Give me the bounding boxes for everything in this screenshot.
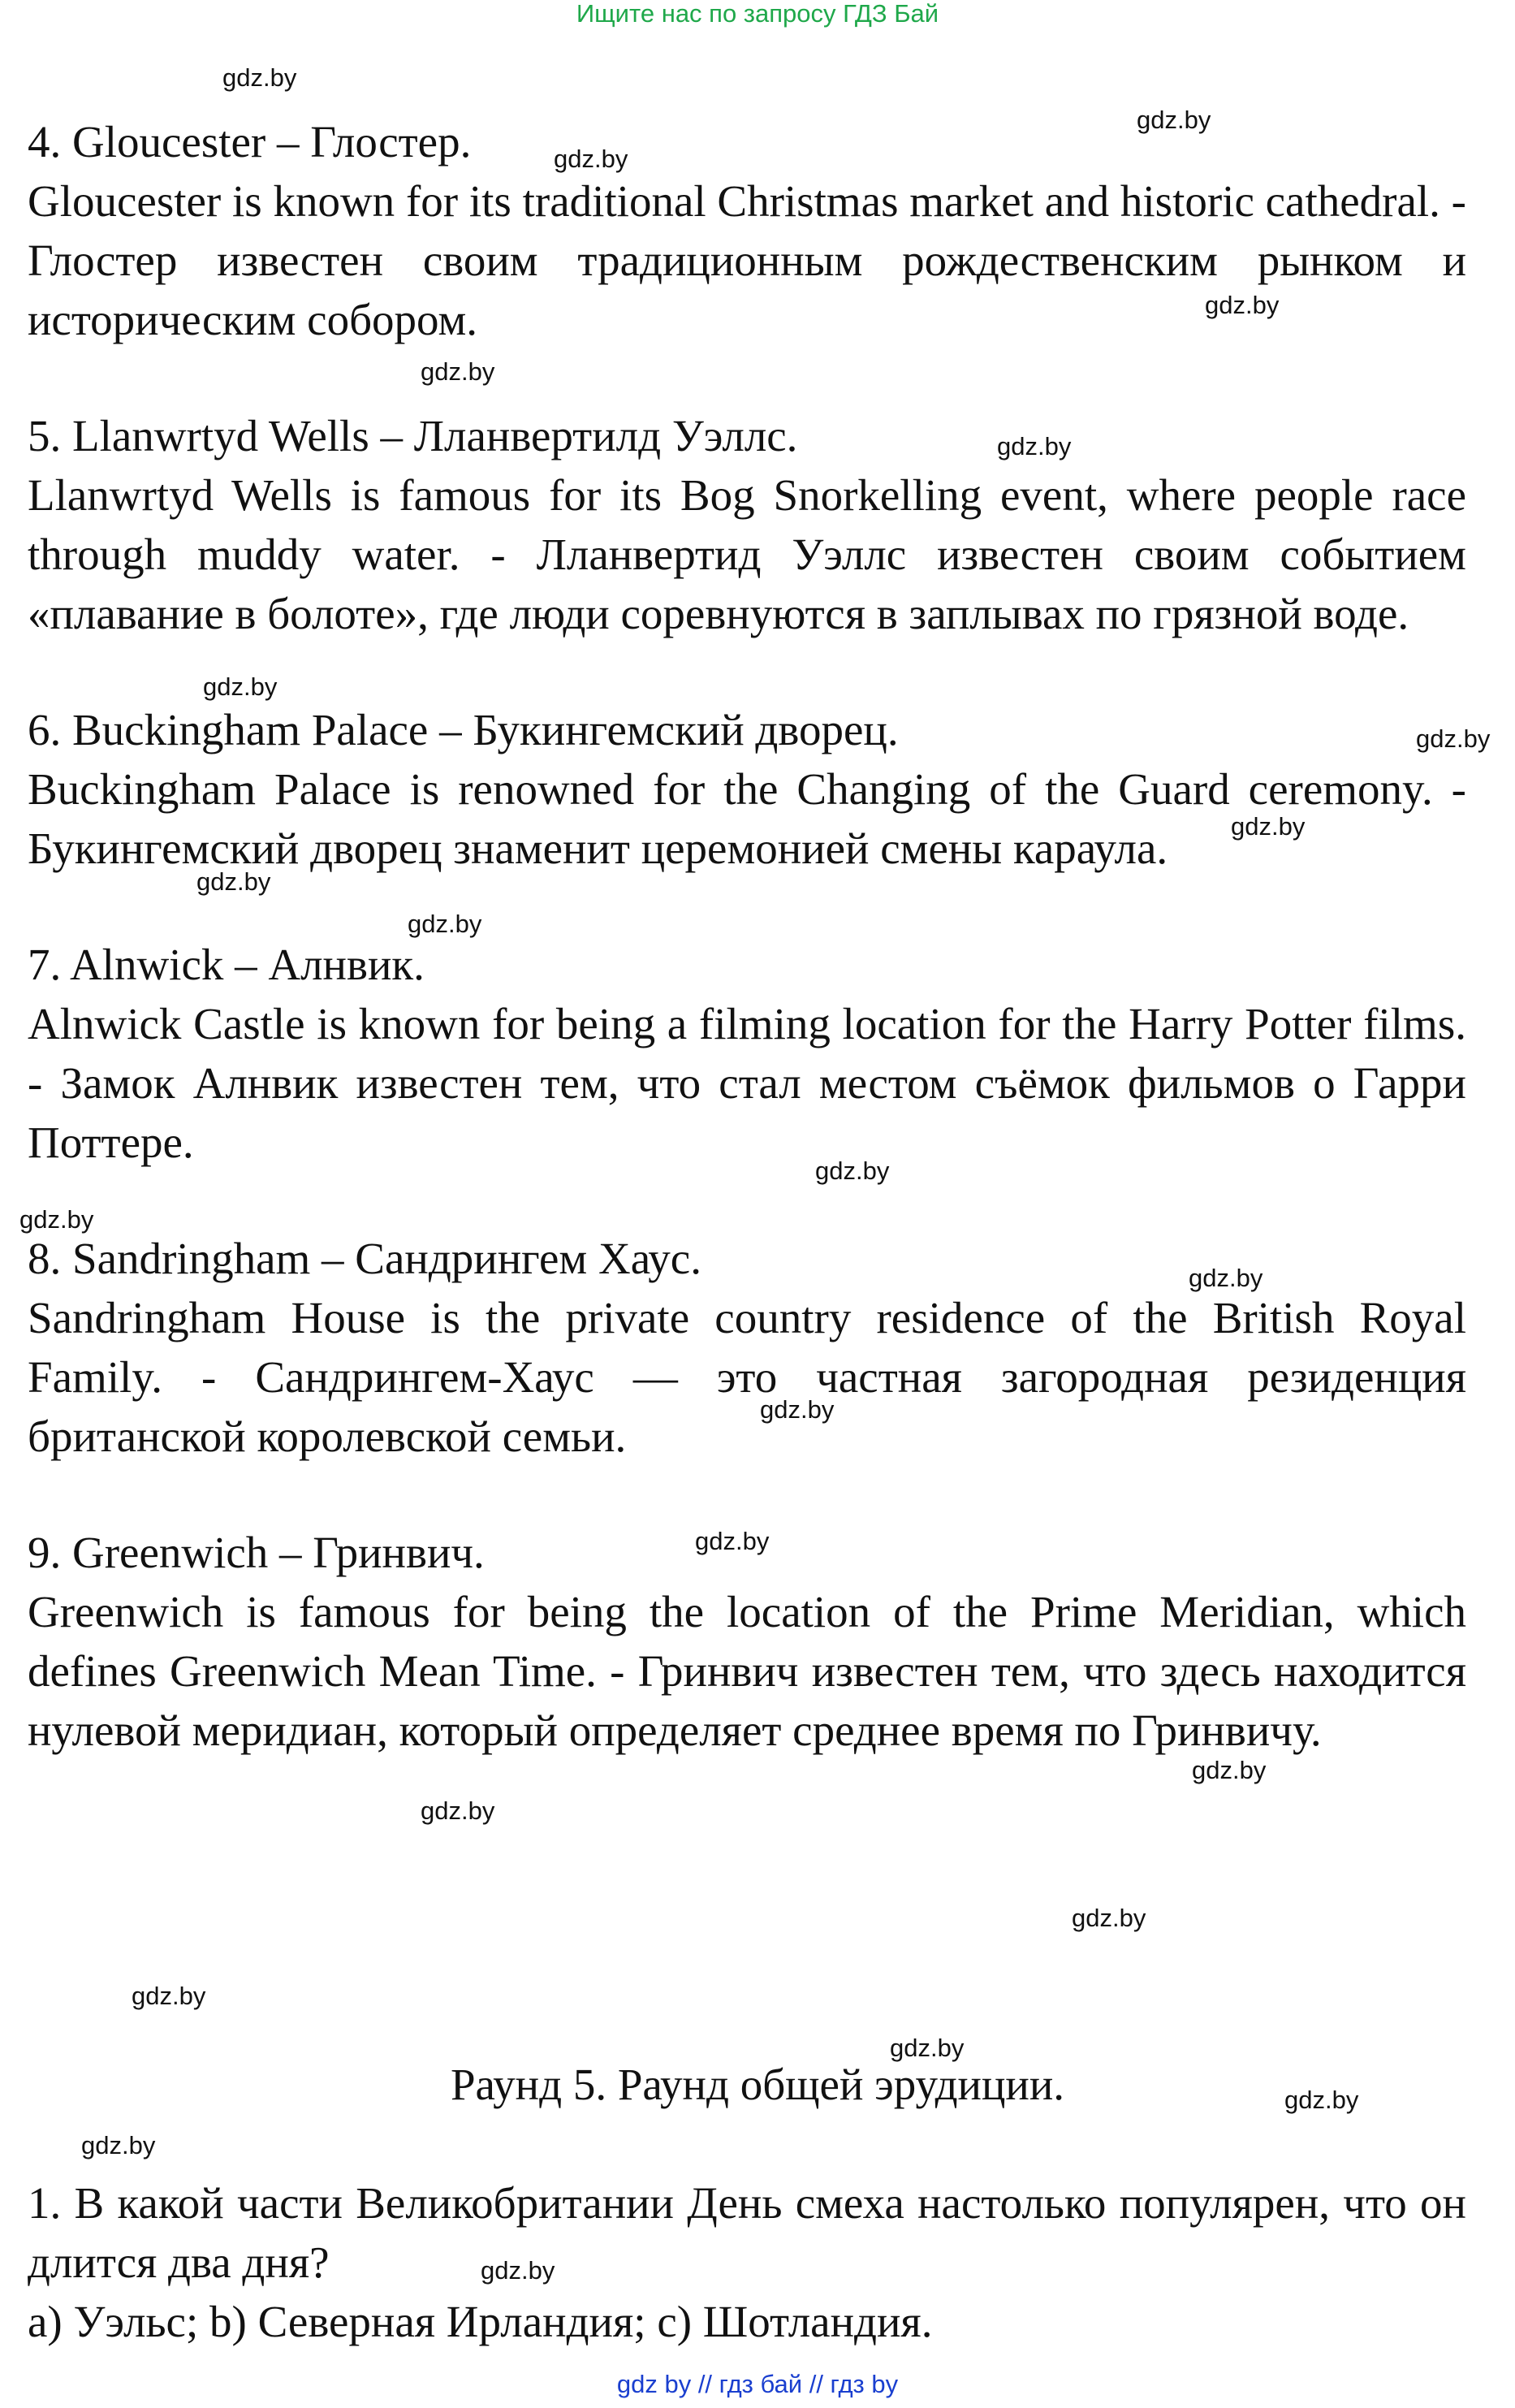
round-title: Раунд 5. Раунд общей эрудиции. (450, 2060, 1065, 2109)
answer-item-5 (28, 406, 1466, 643)
item-title: 7. Alnwick – Алнвик. (28, 940, 425, 989)
header-text: Ищите нас по запросу ГДЗ Бай (576, 0, 939, 28)
item-title: 6. Buckingham Palace – Букингемский дворец. (28, 705, 899, 754)
answer-item-9 (28, 1523, 1466, 1760)
answers-content (28, 112, 1466, 1760)
watermark: gdz.by (890, 2034, 965, 2062)
watermark: gdz.by (196, 867, 271, 896)
answer-item-6 (28, 700, 1466, 878)
watermark: gdz.by (1192, 1756, 1267, 1784)
item-title: 8. Sandringham – Сандрингем Хаус. (28, 1234, 701, 1283)
site-footer (0, 2368, 1515, 2401)
round-question: 1. В какой части Великобритании День смеха настолько популярен, что он длится два дня? (28, 2178, 1466, 2287)
round-answer-options: a) Уэльс; b) Северная Ирландия; c) Шотландия. (28, 2297, 933, 2346)
item-text: Llanwrtyd Wells is famous for its Bog Snorkelling event, where people race through muddy water. - Лланвертид Уэллс известен своим событием «плавание в болоте», где люди соревнуются в заплывах по грязной воде. (28, 470, 1466, 638)
watermark: gdz.by (1416, 724, 1491, 753)
watermark: gdz.by (222, 63, 297, 92)
watermark: gdz.by (554, 145, 628, 173)
watermark: gdz.by (408, 910, 482, 938)
item-text: Buckingham Palace is renowned for the Changing of the Guard ceremony. - Букингемский дворец знаменит церемонией смены караула. (28, 764, 1466, 873)
answer-item-7 (28, 935, 1466, 1172)
watermark: gdz.by (19, 1205, 94, 1234)
watermark: gdz.by (81, 2131, 156, 2159)
site-header-banner (0, 0, 1515, 32)
watermark: gdz.by (1189, 1264, 1263, 1292)
item-title: 4. Gloucester – Глостер. (28, 117, 472, 166)
watermark: gdz.by (815, 1156, 890, 1185)
watermark: gdz.by (421, 1796, 495, 1825)
watermark: gdz.by (997, 432, 1072, 460)
watermark: gdz.by (203, 672, 278, 701)
watermark: gdz.by (421, 357, 495, 386)
item-text: Alnwick Castle is known for being a filming location for the Harry Potter films. - Замок Алнвик известен тем, что стал местом съёмок фильмов о Гарри Поттере. (28, 999, 1466, 1167)
watermark: gdz.by (481, 2256, 555, 2285)
item-text: Greenwich is famous for being the location of the Prime Meridian, which defines Greenwich Mean Time. - Гринвич известен тем, что здесь находится нулевой меридиан, который определяет среднее время по Гринвичу. (28, 1587, 1466, 1755)
item-title: 5. Llanwrtyd Wells – Лланвертилд Уэллс. (28, 411, 798, 460)
watermark: gdz.by (695, 1527, 770, 1555)
item-text: Sandringham House is the private country residence of the British Royal Family. - Сандрингем-Хаус — это частная загородная резиденция британской королевской семьи. (28, 1293, 1466, 1461)
footer-text: gdz by // гдз бай // гдз by (616, 2370, 899, 2398)
watermark: gdz.by (132, 1982, 206, 2010)
watermark: gdz.by (1284, 2086, 1359, 2114)
watermark: gdz.by (1231, 812, 1306, 841)
watermark: gdz.by (760, 1395, 835, 1424)
watermark: gdz.by (1205, 291, 1280, 319)
watermark: gdz.by (1137, 106, 1211, 134)
item-text: Gloucester is known for its traditional Christmas market and historic cathedral. - Глостер известен своим традиционным рождественским рынком и историческим собором. (28, 176, 1466, 344)
watermark: gdz.by (1072, 1904, 1146, 1932)
item-title: 9. Greenwich – Гринвич. (28, 1528, 485, 1577)
